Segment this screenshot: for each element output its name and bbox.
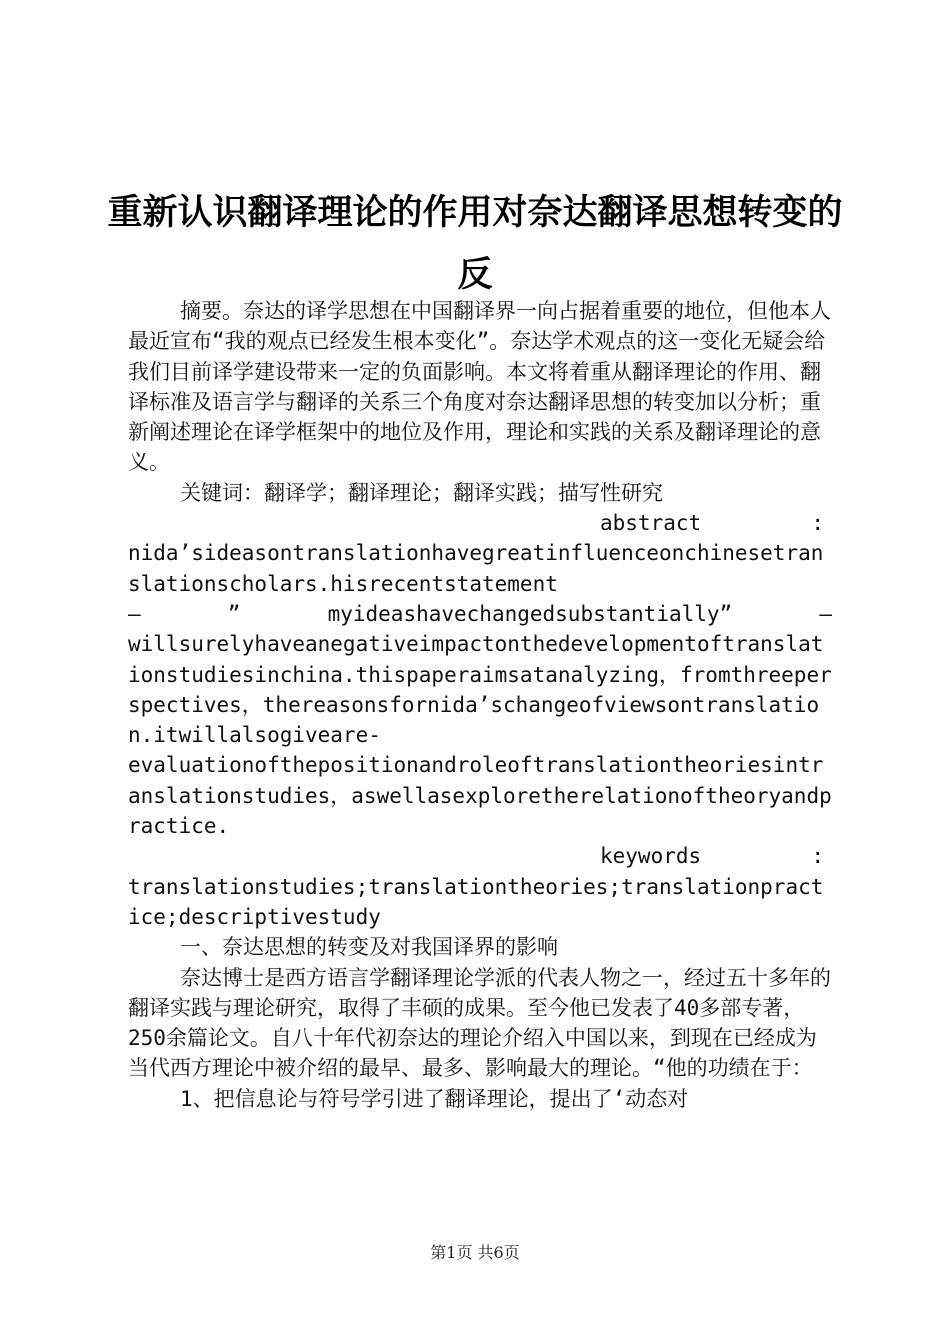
section-paragraph: 奈达博士是西方语言学翻译理论学派的代表人物之一，经过五十多年的翻译实践与理论研究，取得了丰硕的成果。至今他已发表了40多部专著，250余篇论文。自八十年代初奈达的理论介绍入中国以来，到现在已经成为当代西方理论中被介绍的最早、最多、影响最大的理论。“他的功绩在于： — [128, 965, 831, 1081]
page-footer: 第1页 共6页 — [430, 1243, 520, 1262]
dash-right: — — [819, 601, 832, 626]
abstract-english-part1: nida’sideasontranslationhavegreatinfluenceonchinesetranslationscholars.hisrecentstatement — [128, 541, 824, 596]
keywords-colon: : — [811, 844, 824, 869]
keywords-label-row — [128, 841, 832, 871]
list-item: 1、把信息论与符号学引进了翻译理论，提出了‘动态对 — [180, 1086, 689, 1111]
document-title: 重新认识翻译理论的作用对奈达翻译思想转变的反 — [107, 192, 843, 295]
keywords-label: keywords — [600, 844, 702, 869]
abstract-english-part2: willsurelyhaveanegativeimpactonthedevelopmentoftranslationstudiesinchina.thispaperaimsatanalyzing，fromthreeperspectives，thereasonsfornida’schangeofviewsontranslation.itwillalsogiveare- — [128, 632, 832, 748]
dash-left: — — [128, 601, 141, 626]
abstract-quote-row — [128, 599, 832, 629]
keywords-english-text: translationstudies;translationtheories;translationpractice;descriptivestudy — [128, 874, 824, 929]
quoted-statement: myideashavechangedsubstantially” — [327, 601, 733, 626]
quote-open: ” — [227, 601, 241, 626]
abstract-label: abstract — [600, 511, 702, 536]
keywords-chinese: 关键词：翻译学；翻译理论；翻译实践；描写性研究 — [180, 480, 663, 505]
abstract-chinese: 摘要。奈达的译学思想在中国翻译界一向占据着重要的地位，但他本人最近宣布“我的观点已经发生根本变化”。奈达学术观点的这一变化无疑会给我们目前译学建设带来一定的负面影响。本文将着重从翻译理论的作用、翻译标准及语言学与翻译的关系三个角度对奈达翻译思想的转变加以分析；重新阐述理论在译学框架中的地位及作用，理论和实践的关系及翻译理论的意义。 — [128, 299, 831, 475]
document-body — [128, 296, 832, 1114]
abstract-english-part3: evaluationofthepositionandroleoftranslationtheoriesintranslationstudies，aswellasexploretherelationoftheoryandpractice. — [128, 753, 832, 839]
abstract-english — [128, 508, 832, 841]
abstract-colon: : — [811, 511, 824, 536]
abstract-label-row — [128, 508, 832, 538]
section-heading: 一、奈达思想的转变及对我国译界的影响 — [180, 935, 558, 960]
keywords-english — [128, 841, 832, 932]
